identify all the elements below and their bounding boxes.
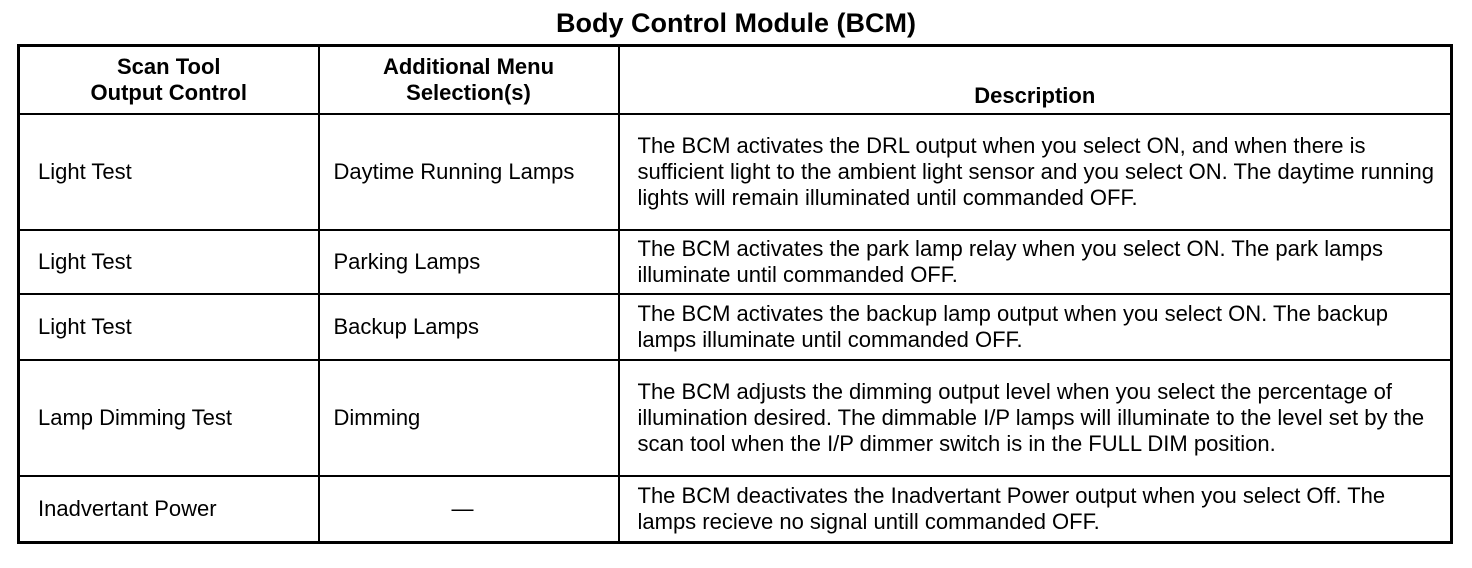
menu-selection-cell: Backup Lamps [319,294,619,360]
table-row [19,476,1452,543]
description-cell: The BCM activates the backup lamp output when you select ON. The backup lamps illuminate until commanded OFF. [619,294,1452,360]
document-title: Body Control Module (BCM) [556,8,916,38]
header-menu-selection-line2: Selection(s) [406,80,531,105]
description-cell: The BCM activates the park lamp relay when you select ON. The park lamps illuminate until commanded OFF. [619,230,1452,294]
output-control-cell: Light Test [19,294,319,360]
menu-selection-cell: — [319,476,619,543]
menu-selection-cell: Parking Lamps [319,230,619,294]
menu-selection-cell: Daytime Running Lamps [319,114,619,230]
output-control-cell: Inadvertant Power [19,476,319,543]
header-menu-selection [319,46,619,115]
header-output-control-line1: Scan Tool [117,54,221,79]
output-control-cell: Light Test [19,114,319,230]
table-row [19,230,1452,294]
header-menu-selection-line1: Additional Menu [382,54,555,79]
menu-selection-cell: Dimming [319,360,619,476]
header-output-control-line2: Output Control [90,80,247,105]
output-control-cell: Light Test [19,230,319,294]
table-row [19,294,1452,360]
output-control-cell: Lamp Dimming Test [19,360,319,476]
description-cell: The BCM deactivates the Inadvertant Power output when you select Off. The lamps recieve no signal untill commanded OFF. [619,476,1452,543]
header-output-control [19,46,319,115]
bcm-output-control-table [17,44,1453,544]
header-description: Description [619,46,1452,115]
table-row [19,360,1452,476]
table-row [19,114,1452,230]
table-header-row [19,46,1452,115]
description-cell: The BCM adjusts the dimming output level when you select the percentage of illumination desired. The dimmable I/P lamps will illuminate to the level set by the scan tool when the I/P dimmer switch is in the FULL DIM position. [619,360,1452,476]
description-cell: The BCM activates the DRL output when you select ON, and when there is sufficient light to the ambient light sensor and you select ON. The daytime running lights will remain illuminated until commanded OFF. [619,114,1452,230]
